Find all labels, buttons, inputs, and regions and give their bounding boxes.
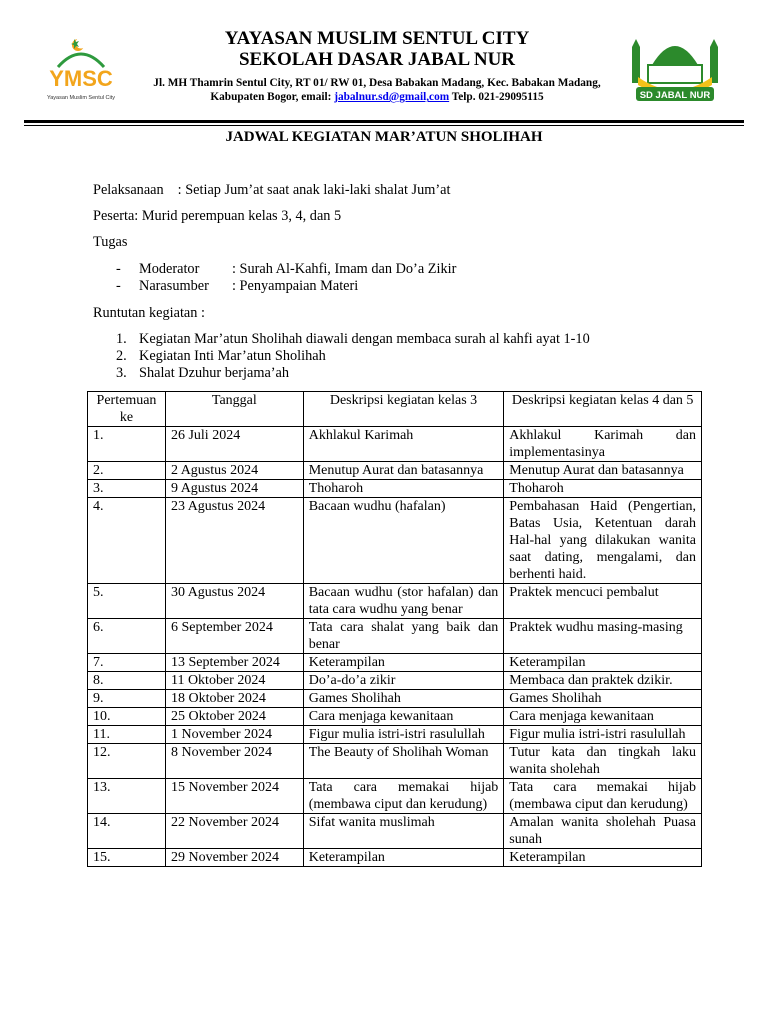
header-deskripsi-kelas-4-5: Deskripsi kegiatan kelas 4 dan 5 <box>504 392 702 427</box>
cell-pertemuan: 7. <box>88 654 166 672</box>
runtutan-number: 2. <box>116 348 127 364</box>
runtutan-text: Kegiatan Inti Mar’atun Sholihah <box>139 348 326 364</box>
table-row <box>88 462 702 480</box>
runtutan-item <box>116 331 590 348</box>
header-rule-thin <box>24 125 744 126</box>
cell-kelas-3: Keterampilan <box>303 849 504 867</box>
cell-tanggal: 2 Agustus 2024 <box>165 462 303 480</box>
header-pertemuan: Pertemuan ke <box>88 392 166 427</box>
cell-kelas-3: Thoharoh <box>303 480 504 498</box>
ymsc-logo-text: YMSC <box>49 66 113 91</box>
cell-kelas-4-5: Keterampilan <box>504 654 702 672</box>
runtutan-label: Runtutan kegiatan : <box>93 305 205 321</box>
runtutan-text: Shalat Dzuhur berjama’ah <box>139 365 290 381</box>
cell-pertemuan: 14. <box>88 814 166 849</box>
table-row <box>88 619 702 654</box>
cell-kelas-3: Menutup Aurat dan batasannya <box>303 462 504 480</box>
cell-pertemuan: 10. <box>88 708 166 726</box>
cell-tanggal: 23 Agustus 2024 <box>165 498 303 584</box>
cell-kelas-4-5: Praktek mencuci pembalut <box>504 584 702 619</box>
cell-kelas-4-5: Membaca dan praktek dzikir. <box>504 672 702 690</box>
jabal-nur-logo-text: SD JABAL NUR <box>639 90 711 101</box>
cell-pertemuan: 5. <box>88 584 166 619</box>
cell-kelas-4-5: Figur mulia istri-istri rasulullah <box>504 726 702 744</box>
table-row <box>88 427 702 462</box>
school-name: SEKOLAH DASAR JABAL NUR <box>238 49 516 70</box>
cell-pertemuan: 2. <box>88 462 166 480</box>
cell-kelas-3: Tata cara memakai hijab (membawa ciput dan kerudung) <box>303 779 504 814</box>
cell-kelas-4-5: Games Sholihah <box>504 690 702 708</box>
cell-tanggal: 29 November 2024 <box>165 849 303 867</box>
cell-tanggal: 15 November 2024 <box>165 779 303 814</box>
cell-kelas-3: Cara menjaga kewanitaan <box>303 708 504 726</box>
table-row <box>88 654 702 672</box>
cell-pertemuan: 12. <box>88 744 166 779</box>
cell-kelas-3: The Beauty of Sholihah Woman <box>303 744 504 779</box>
cell-kelas-4-5: Cara menjaga kewanitaan <box>504 708 702 726</box>
cell-tanggal: 18 Oktober 2024 <box>165 690 303 708</box>
cell-kelas-3: Bacaan wudhu (stor hafalan) dan tata cara wudhu yang benar <box>303 584 504 619</box>
table-row <box>88 584 702 619</box>
ymsc-logo <box>38 31 124 107</box>
peserta-row <box>93 208 341 225</box>
tugas-dash: - <box>116 278 121 294</box>
table-row <box>88 744 702 779</box>
cell-kelas-4-5: Tata cara memakai hijab (membawa ciput dan kerudung) <box>504 779 702 814</box>
cell-kelas-3: Do’a-do’a zikir <box>303 672 504 690</box>
cell-tanggal: 6 September 2024 <box>165 619 303 654</box>
cell-tanggal: 26 Juli 2024 <box>165 427 303 462</box>
tugas-role: Narasumber <box>139 278 209 294</box>
cell-tanggal: 25 Oktober 2024 <box>165 708 303 726</box>
cell-tanggal: 11 Oktober 2024 <box>165 672 303 690</box>
cell-pertemuan: 13. <box>88 779 166 814</box>
address-line-2-prefix: Kabupaten Bogor, email: <box>210 91 335 103</box>
sd-jabal-nur-logo <box>630 29 720 105</box>
tugas-item <box>116 261 456 278</box>
letterhead <box>0 0 768 124</box>
header-deskripsi-kelas-3: Deskripsi kegiatan kelas 3 <box>303 392 504 427</box>
table-row <box>88 498 702 584</box>
tugas-value: : Penyampaian Materi <box>232 278 359 294</box>
schedule-table <box>87 391 702 867</box>
tugas-label: Tugas <box>93 234 128 250</box>
tugas-dash: - <box>116 261 121 277</box>
school-address <box>130 76 624 104</box>
address-line-1: Jl. MH Thamrin Sentul City, RT 01/ RW 01, Desa Babakan Madang, Kec. Babakan Madang, <box>153 77 601 89</box>
cell-tanggal: 9 Agustus 2024 <box>165 480 303 498</box>
table-row <box>88 779 702 814</box>
runtutan-item <box>116 365 289 382</box>
table-row <box>88 480 702 498</box>
cell-tanggal: 13 September 2024 <box>165 654 303 672</box>
document-title: JADWAL KEGIATAN MAR’ATUN SHOLIHAH <box>225 129 543 145</box>
pelaksanaan-row <box>93 182 450 199</box>
cell-kelas-3: Akhlakul Karimah <box>303 427 504 462</box>
table-row <box>88 708 702 726</box>
table-row <box>88 849 702 867</box>
table-row <box>88 726 702 744</box>
peserta-value: : Murid perempuan kelas 3, 4, dan 5 <box>134 208 342 224</box>
phone-number: Telp. 021-29095115 <box>449 91 544 103</box>
cell-tanggal: 8 November 2024 <box>165 744 303 779</box>
table-row <box>88 672 702 690</box>
cell-tanggal: 22 November 2024 <box>165 814 303 849</box>
cell-pertemuan: 4. <box>88 498 166 584</box>
cell-pertemuan: 6. <box>88 619 166 654</box>
tugas-value: : Surah Al-Kahfi, Imam dan Do’a Zikir <box>232 261 457 277</box>
runtutan-text: Kegiatan Mar’atun Sholihah diawali dengan membaca surah al kahfi ayat 1-10 <box>139 331 590 347</box>
cell-kelas-3: Tata cara shalat yang baik dan benar <box>303 619 504 654</box>
cell-kelas-4-5: Keterampilan <box>504 849 702 867</box>
ymsc-logo-caption: Yayasan Muslim Sentul City <box>46 95 116 101</box>
cell-pertemuan: 1. <box>88 427 166 462</box>
cell-kelas-4-5: Pembahasan Haid (Pengertian, Batas Usia, Ketentuan darah Hal-hal yang dilakukan wanita saat dating, mengalami, dan berhenti haid. <box>504 498 702 584</box>
runtutan-number: 3. <box>116 365 127 381</box>
cell-kelas-3: Bacaan wudhu (hafalan) <box>303 498 504 584</box>
cell-kelas-4-5: Tutur kata dan tingkah laku wanita sholehah <box>504 744 702 779</box>
cell-kelas-3: Games Sholihah <box>303 690 504 708</box>
table-header-row <box>88 392 702 427</box>
header-rule-thick <box>24 120 744 123</box>
runtutan-item <box>116 348 326 365</box>
cell-kelas-3: Figur mulia istri-istri rasulullah <box>303 726 504 744</box>
table-row <box>88 690 702 708</box>
cell-kelas-3: Keterampilan <box>303 654 504 672</box>
cell-pertemuan: 15. <box>88 849 166 867</box>
header-tanggal: Tanggal <box>165 392 303 427</box>
cell-kelas-4-5: Menutup Aurat dan batasannya <box>504 462 702 480</box>
cell-kelas-4-5: Akhlakul Karimah dan implementasinya <box>504 427 702 462</box>
foundation-name: YAYASAN MUSLIM SENTUL CITY <box>224 28 530 49</box>
runtutan-number: 1. <box>116 331 127 347</box>
pelaksanaan-value: : Setiap Jum’at saat anak laki-laki shalat Jum’at <box>177 182 451 198</box>
email-link[interactable]: jabalnur.sd@gmail,com <box>334 91 450 103</box>
cell-pertemuan: 8. <box>88 672 166 690</box>
pelaksanaan-label: Pelaksanaan <box>93 182 164 198</box>
cell-kelas-4-5: Amalan wanita sholehah Puasa sunah <box>504 814 702 849</box>
cell-pertemuan: 3. <box>88 480 166 498</box>
cell-kelas-3: Sifat wanita muslimah <box>303 814 504 849</box>
cell-kelas-4-5: Thoharoh <box>504 480 702 498</box>
cell-kelas-4-5: Praktek wudhu masing-masing <box>504 619 702 654</box>
cell-pertemuan: 9. <box>88 690 166 708</box>
cell-pertemuan: 11. <box>88 726 166 744</box>
cell-tanggal: 1 November 2024 <box>165 726 303 744</box>
table-row <box>88 814 702 849</box>
tugas-item <box>116 278 358 295</box>
peserta-label: Peserta <box>93 208 135 224</box>
tugas-role: Moderator <box>139 261 200 277</box>
cell-tanggal: 30 Agustus 2024 <box>165 584 303 619</box>
